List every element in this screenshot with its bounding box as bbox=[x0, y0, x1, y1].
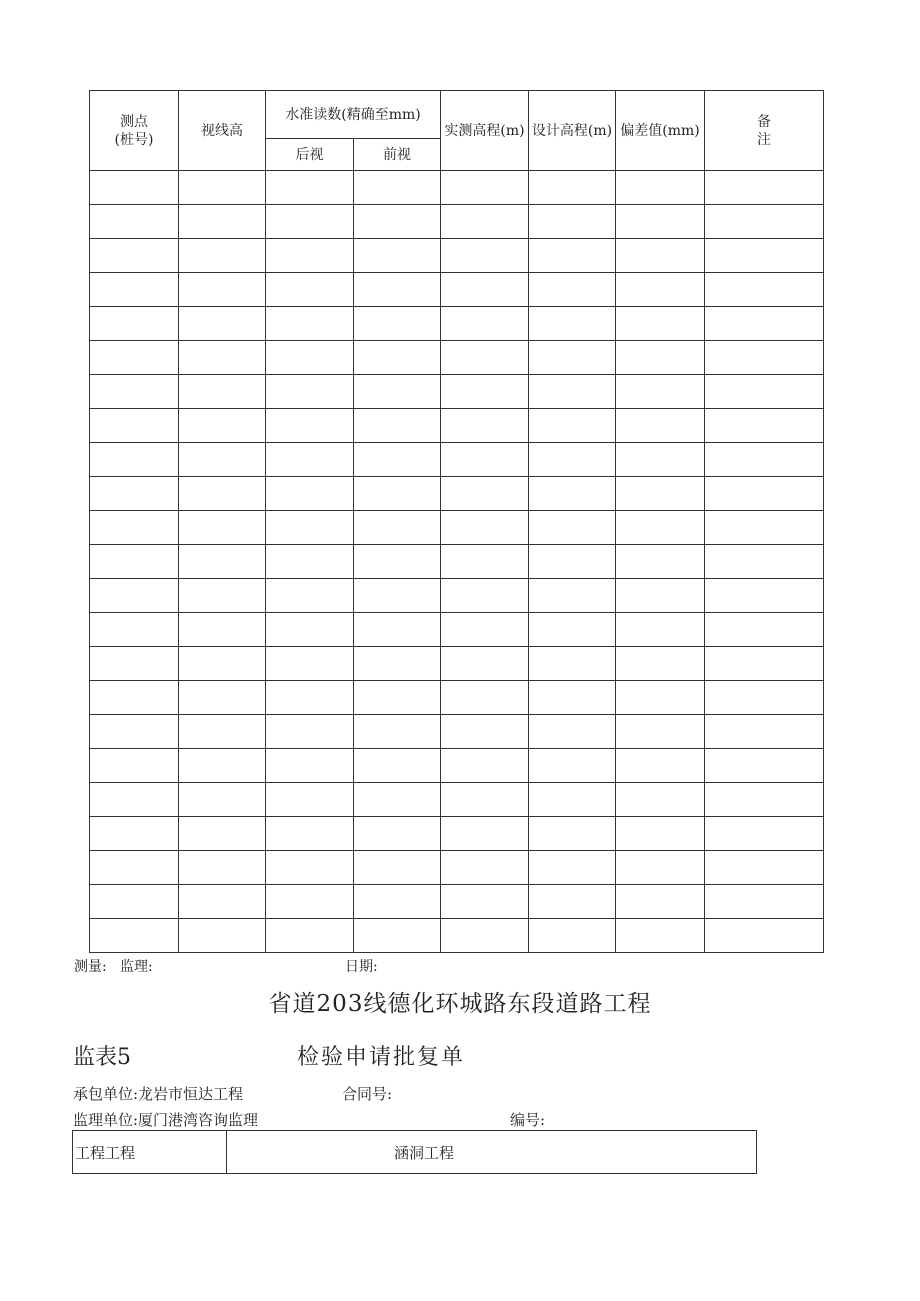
table-cell bbox=[529, 443, 616, 477]
table-cell bbox=[266, 205, 354, 239]
table-row bbox=[90, 613, 824, 647]
project-type-table bbox=[72, 1130, 757, 1174]
survey-table-body bbox=[90, 171, 824, 953]
table-cell bbox=[354, 171, 441, 205]
table-cell bbox=[90, 239, 179, 273]
table-cell bbox=[90, 171, 179, 205]
table-row bbox=[90, 273, 824, 307]
table-cell bbox=[616, 851, 705, 885]
table-cell bbox=[354, 375, 441, 409]
table-cell bbox=[266, 477, 354, 511]
table-cell bbox=[354, 681, 441, 715]
table-cell bbox=[179, 171, 266, 205]
table-cell bbox=[705, 273, 824, 307]
table-cell bbox=[90, 817, 179, 851]
table-cell bbox=[266, 613, 354, 647]
table-cell bbox=[354, 239, 441, 273]
table-cell bbox=[354, 715, 441, 749]
table-cell bbox=[529, 885, 616, 919]
table-cell bbox=[90, 375, 179, 409]
table-cell bbox=[266, 171, 354, 205]
table-cell bbox=[266, 239, 354, 273]
table-row bbox=[90, 511, 824, 545]
sight-height-header: 视线高 bbox=[179, 91, 266, 171]
table-row bbox=[90, 239, 824, 273]
table-cell bbox=[529, 477, 616, 511]
table-cell bbox=[529, 919, 616, 953]
table-cell bbox=[616, 919, 705, 953]
table-cell bbox=[441, 239, 529, 273]
table-cell bbox=[529, 851, 616, 885]
station-header bbox=[90, 91, 179, 171]
table-cell bbox=[616, 511, 705, 545]
table-cell bbox=[179, 919, 266, 953]
table-cell bbox=[90, 783, 179, 817]
table-cell bbox=[705, 817, 824, 851]
station-header-line2: (桩号) bbox=[114, 131, 154, 148]
table-cell bbox=[441, 443, 529, 477]
table-row bbox=[90, 477, 824, 511]
table-cell bbox=[179, 307, 266, 341]
table-cell bbox=[266, 375, 354, 409]
table-cell bbox=[705, 919, 824, 953]
table-cell bbox=[616, 239, 705, 273]
station-header-line1: 测点 bbox=[120, 113, 148, 130]
table-cell bbox=[441, 545, 529, 579]
table-cell bbox=[616, 477, 705, 511]
table-cell bbox=[354, 783, 441, 817]
table-cell bbox=[616, 443, 705, 477]
backsight-header: 后视 bbox=[266, 139, 354, 171]
table-cell bbox=[90, 341, 179, 375]
table-cell bbox=[179, 375, 266, 409]
table-row bbox=[90, 647, 824, 681]
table-cell bbox=[90, 409, 179, 443]
table-cell bbox=[266, 545, 354, 579]
measured-elevation-header: 实测高程(m) bbox=[441, 91, 529, 171]
table-cell bbox=[90, 205, 179, 239]
table-cell bbox=[441, 647, 529, 681]
table-cell bbox=[441, 613, 529, 647]
table-cell bbox=[441, 681, 529, 715]
table-cell bbox=[90, 511, 179, 545]
project-type-value: 涵洞工程 bbox=[227, 1131, 757, 1174]
table-cell bbox=[529, 817, 616, 851]
table-cell bbox=[705, 715, 824, 749]
table-row bbox=[90, 715, 824, 749]
table-cell bbox=[179, 817, 266, 851]
table-cell bbox=[705, 171, 824, 205]
table-cell bbox=[179, 273, 266, 307]
table-cell bbox=[705, 443, 824, 477]
table-row bbox=[90, 885, 824, 919]
table-row bbox=[90, 307, 824, 341]
table-cell bbox=[354, 511, 441, 545]
table-cell bbox=[529, 783, 616, 817]
table-cell bbox=[529, 375, 616, 409]
table-cell bbox=[354, 409, 441, 443]
table-cell bbox=[266, 409, 354, 443]
table-row bbox=[90, 579, 824, 613]
table-cell bbox=[179, 783, 266, 817]
table-cell bbox=[616, 885, 705, 919]
supervisor-unit-info: 监理单位:厦门港湾咨询监理 bbox=[73, 1111, 259, 1129]
project-type-label: 工程工程 bbox=[73, 1131, 227, 1174]
table-cell bbox=[705, 511, 824, 545]
table-cell bbox=[616, 613, 705, 647]
table-cell bbox=[179, 681, 266, 715]
table-cell bbox=[266, 817, 354, 851]
table-cell bbox=[529, 307, 616, 341]
table-row bbox=[90, 817, 824, 851]
table-cell bbox=[441, 715, 529, 749]
table-cell bbox=[616, 375, 705, 409]
table-cell bbox=[354, 919, 441, 953]
survey-label: 测量: bbox=[74, 959, 107, 975]
table-cell bbox=[90, 273, 179, 307]
table-cell bbox=[90, 443, 179, 477]
table-cell bbox=[616, 171, 705, 205]
table-row bbox=[90, 851, 824, 885]
table-cell bbox=[90, 681, 179, 715]
table-cell bbox=[616, 579, 705, 613]
table-cell bbox=[705, 205, 824, 239]
table-cell bbox=[705, 307, 824, 341]
table-cell bbox=[616, 681, 705, 715]
table-cell bbox=[266, 273, 354, 307]
table-cell bbox=[441, 919, 529, 953]
table-cell bbox=[441, 749, 529, 783]
table-cell bbox=[90, 919, 179, 953]
serial-no-label: 编号: bbox=[510, 1111, 546, 1129]
table-cell bbox=[266, 579, 354, 613]
table-cell bbox=[705, 613, 824, 647]
table-cell bbox=[266, 885, 354, 919]
table-cell bbox=[529, 749, 616, 783]
table-cell bbox=[266, 715, 354, 749]
table-cell bbox=[179, 409, 266, 443]
table-cell bbox=[616, 205, 705, 239]
table-cell bbox=[266, 341, 354, 375]
table-cell bbox=[354, 307, 441, 341]
table-cell bbox=[354, 443, 441, 477]
table-cell bbox=[529, 273, 616, 307]
table-cell bbox=[441, 885, 529, 919]
table-cell bbox=[441, 511, 529, 545]
table-cell bbox=[354, 579, 441, 613]
form-title: 检验申请批复单 bbox=[297, 1045, 466, 1070]
table-cell bbox=[90, 307, 179, 341]
table-cell bbox=[354, 647, 441, 681]
table-cell bbox=[354, 205, 441, 239]
table-cell bbox=[705, 341, 824, 375]
table-cell bbox=[266, 681, 354, 715]
survey-table bbox=[89, 90, 824, 953]
table-cell bbox=[616, 749, 705, 783]
table-cell bbox=[705, 647, 824, 681]
table-cell bbox=[705, 885, 824, 919]
table-cell bbox=[616, 409, 705, 443]
table-cell bbox=[354, 817, 441, 851]
table-cell bbox=[529, 545, 616, 579]
table-cell bbox=[441, 817, 529, 851]
table-cell bbox=[354, 885, 441, 919]
table-row bbox=[90, 545, 824, 579]
table-cell bbox=[354, 477, 441, 511]
table-cell bbox=[90, 613, 179, 647]
table-cell bbox=[705, 851, 824, 885]
table-row bbox=[90, 783, 824, 817]
table-cell bbox=[529, 511, 616, 545]
table-cell bbox=[179, 443, 266, 477]
table-cell bbox=[529, 239, 616, 273]
table-cell bbox=[529, 205, 616, 239]
table-cell bbox=[705, 409, 824, 443]
table-cell bbox=[266, 919, 354, 953]
table-row bbox=[90, 409, 824, 443]
table-cell bbox=[441, 783, 529, 817]
table-cell bbox=[529, 579, 616, 613]
table-cell bbox=[616, 783, 705, 817]
table-cell bbox=[441, 273, 529, 307]
table-row bbox=[90, 341, 824, 375]
table-cell bbox=[705, 239, 824, 273]
form-code: 监表5 bbox=[73, 1045, 131, 1070]
table-cell bbox=[529, 681, 616, 715]
table-cell bbox=[90, 885, 179, 919]
table-cell bbox=[179, 511, 266, 545]
remarks-header: 备注 bbox=[705, 91, 824, 171]
table-row bbox=[90, 443, 824, 477]
level-reading-header: 水准读数(精确至mm) bbox=[266, 91, 441, 139]
table-row bbox=[90, 375, 824, 409]
contract-no-label: 合同号: bbox=[342, 1085, 393, 1103]
table-cell bbox=[441, 205, 529, 239]
table-cell bbox=[354, 273, 441, 307]
table-cell bbox=[529, 409, 616, 443]
table-cell bbox=[354, 613, 441, 647]
table-cell bbox=[179, 341, 266, 375]
table-cell bbox=[179, 647, 266, 681]
table-cell bbox=[441, 341, 529, 375]
table-cell bbox=[354, 749, 441, 783]
table-cell bbox=[179, 715, 266, 749]
table-cell bbox=[616, 715, 705, 749]
table-cell bbox=[441, 579, 529, 613]
table-cell bbox=[179, 545, 266, 579]
table-cell bbox=[705, 681, 824, 715]
table-cell bbox=[441, 851, 529, 885]
table-cell bbox=[441, 375, 529, 409]
date-label: 日期: bbox=[345, 959, 378, 975]
table-cell bbox=[90, 851, 179, 885]
table-cell bbox=[354, 341, 441, 375]
table-cell bbox=[179, 205, 266, 239]
table-cell bbox=[529, 715, 616, 749]
table-cell bbox=[266, 307, 354, 341]
table-row bbox=[90, 749, 824, 783]
table-cell bbox=[616, 307, 705, 341]
table-row bbox=[90, 171, 824, 205]
table-cell bbox=[266, 851, 354, 885]
table-cell bbox=[705, 477, 824, 511]
table-row bbox=[90, 205, 824, 239]
table-cell bbox=[179, 579, 266, 613]
table-cell bbox=[179, 749, 266, 783]
table-cell bbox=[616, 647, 705, 681]
table-cell bbox=[616, 273, 705, 307]
project-title: 省道203线德化环城路东段道路工程 bbox=[268, 991, 652, 1017]
table-cell bbox=[441, 477, 529, 511]
table-cell bbox=[90, 545, 179, 579]
table-cell bbox=[705, 783, 824, 817]
table-cell bbox=[90, 477, 179, 511]
table-cell bbox=[179, 239, 266, 273]
table-cell bbox=[441, 171, 529, 205]
table-cell bbox=[266, 443, 354, 477]
table-cell bbox=[179, 885, 266, 919]
table-cell bbox=[705, 545, 824, 579]
table-cell bbox=[179, 477, 266, 511]
table-cell bbox=[266, 783, 354, 817]
table-cell bbox=[266, 749, 354, 783]
table-cell bbox=[266, 511, 354, 545]
table-cell bbox=[441, 409, 529, 443]
table-cell bbox=[529, 647, 616, 681]
foresight-header: 前视 bbox=[354, 139, 441, 171]
table-row bbox=[90, 919, 824, 953]
table-cell bbox=[616, 545, 705, 579]
deviation-header: 偏差值(mm) bbox=[616, 91, 705, 171]
table-cell bbox=[179, 851, 266, 885]
table-cell bbox=[529, 613, 616, 647]
table-cell bbox=[705, 375, 824, 409]
supervisor-label: 监理: bbox=[120, 959, 153, 975]
table-cell bbox=[705, 579, 824, 613]
table-cell bbox=[90, 715, 179, 749]
table-cell bbox=[616, 341, 705, 375]
table-cell bbox=[705, 749, 824, 783]
table-cell bbox=[529, 171, 616, 205]
table-cell bbox=[90, 749, 179, 783]
contractor-info: 承包单位:龙岩市恒达工程 bbox=[73, 1085, 244, 1103]
table-cell bbox=[354, 545, 441, 579]
table-cell bbox=[616, 817, 705, 851]
table-row bbox=[90, 681, 824, 715]
table-cell bbox=[266, 647, 354, 681]
table-cell bbox=[441, 307, 529, 341]
table-cell bbox=[90, 579, 179, 613]
design-elevation-header: 设计高程(m) bbox=[529, 91, 616, 171]
table-cell bbox=[179, 613, 266, 647]
table-cell bbox=[529, 341, 616, 375]
table-cell bbox=[90, 647, 179, 681]
table-cell bbox=[354, 851, 441, 885]
